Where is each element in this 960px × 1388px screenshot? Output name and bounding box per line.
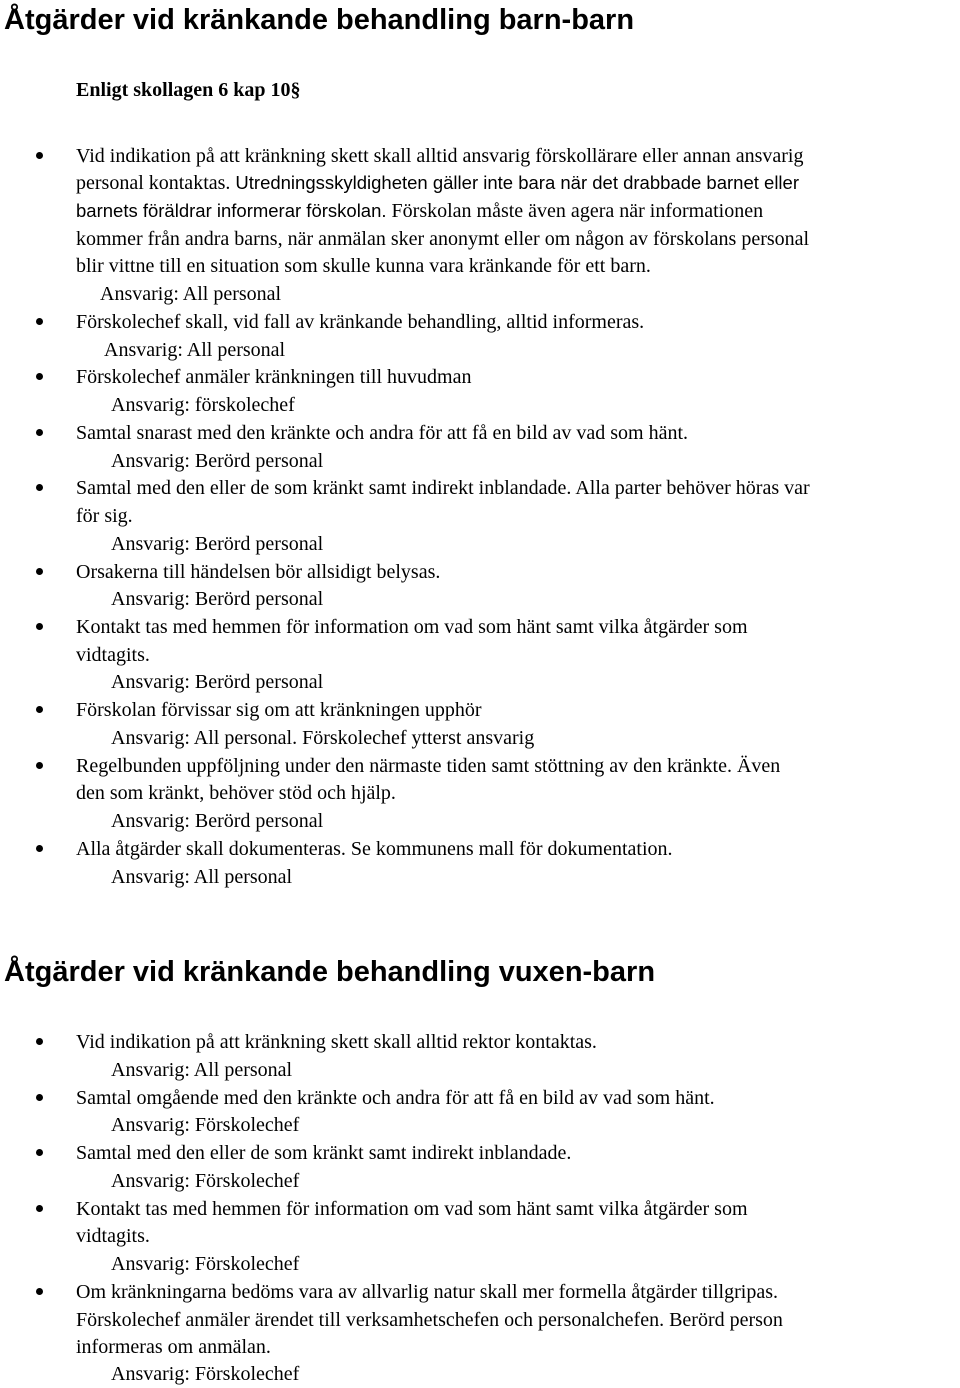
responsible: Ansvarig: Berörd personal [111,588,324,610]
item-text: Orsakerna till händelsen bör allsidigt belysas. [76,561,441,583]
item-text: Samtal med den eller de som kränkt samt indirekt inblandade. [76,1142,572,1164]
responsible: Ansvarig: förskolechef [111,394,295,416]
item-text-line [76,171,799,195]
responsible: Ansvarig: Förskolechef [111,1253,300,1275]
item-text: Kontakt tas med hemmen för information om vad som hänt samt vilka åtgärder som [76,616,748,638]
law-reference: Enligt skollagen 6 kap 10§ [76,79,301,101]
item-text: vidtagits. [76,1225,150,1247]
responsible: Ansvarig: All personal. Förskolechef ytterst ansvarig [111,727,535,749]
section-title-barn-barn: Åtgärder vid kränkande behandling barn-barn [4,4,635,36]
item-text: Förskolechef anmäler kränkningen till huvudman [76,366,472,388]
bullet-icon [36,318,43,325]
responsible: Ansvarig: Förskolechef [111,1363,300,1385]
item-text: Vid indikation på att kränkning skett skall alltid rektor kontaktas. [76,1031,597,1053]
item-text: Samtal med den eller de som kränkt samt indirekt inblandade. Alla parter behöver höras var [76,477,810,499]
section-title-vuxen-barn: Åtgärder vid kränkande behandling vuxen-barn [4,956,656,988]
item-text-part: Förskolan måste även agera när informationen [386,200,764,222]
responsible: Ansvarig: All personal [111,866,293,888]
responsible: Ansvarig: Berörd personal [111,450,324,472]
bullet-icon [36,1094,43,1101]
bullet-icon [36,568,43,575]
item-text: Alla åtgärder skall dokumenteras. Se kommunens mall för dokumentation. [76,838,673,860]
responsible: Ansvarig: Berörd personal [111,671,324,693]
bullet-icon [36,1038,43,1045]
item-text: Förskolechef skall, vid fall av kränkande behandling, alltid informeras. [76,311,645,333]
item-text: Samtal omgående med den kränkte och andra för att få en bild av vad som hänt. [76,1087,715,1109]
responsible: Ansvarig: Berörd personal [111,533,324,555]
bullet-icon [36,845,43,852]
item-text: Kontakt tas med hemmen för information om vad som hänt samt vilka åtgärder som [76,1198,748,1220]
bullet-icon [36,373,43,380]
bullet-icon [36,152,43,159]
bullet-icon [36,623,43,630]
item-text-part: Utredningsskyldigheten gäller inte bara när det drabbade barnet eller [235,172,799,193]
bullet-icon [36,484,43,491]
bullet-icon [36,706,43,713]
bullet-icon [36,762,43,769]
responsible: Ansvarig: All personal [100,283,282,305]
item-text-line [76,199,763,223]
responsible: Ansvarig: Berörd personal [111,810,324,832]
item-text: Regelbunden uppföljning under den närmaste tiden samt stöttning av den kränkte. Även [76,755,781,777]
responsible: Ansvarig: All personal [104,339,286,361]
item-text: för sig. [76,505,133,527]
item-text: vidtagits. [76,644,150,666]
item-text-part: personal kontaktas. [76,172,236,194]
responsible: Ansvarig: Förskolechef [111,1170,300,1192]
responsible: Ansvarig: All personal [111,1059,293,1081]
item-text: Om kränkningarna bedöms vara av allvarlig natur skall mer formella åtgärder tillgripas. [76,1281,778,1303]
item-text: Samtal snarast med den kränkte och andra för att få en bild av vad som hänt. [76,422,689,444]
item-text: blir vittne till en situation som skulle kunna vara kränkande för ett barn. [76,255,651,277]
item-text: Vid indikation på att kränkning skett skall alltid ansvarig förskollärare eller annan ansvarig [76,145,804,167]
item-text: den som kränkt, behöver stöd och hjälp. [76,782,396,804]
bullet-icon [36,1149,43,1156]
item-text-part: barnets föräldrar informerar förskolan. [76,200,387,221]
responsible: Ansvarig: Förskolechef [111,1114,300,1136]
bullet-icon [36,1288,43,1295]
item-text: kommer från andra barns, när anmälan sker anonymt eller om någon av förskolans personal [76,228,810,250]
item-text: informeras om anmälan. [76,1336,271,1358]
bullet-icon [36,1205,43,1212]
item-text: Förskolan förvissar sig om att kränkningen upphör [76,699,482,721]
item-text: Förskolechef anmäler ärendet till verksamhetschefen och personalchefen. Berörd person [76,1309,783,1331]
bullet-icon [36,429,43,436]
